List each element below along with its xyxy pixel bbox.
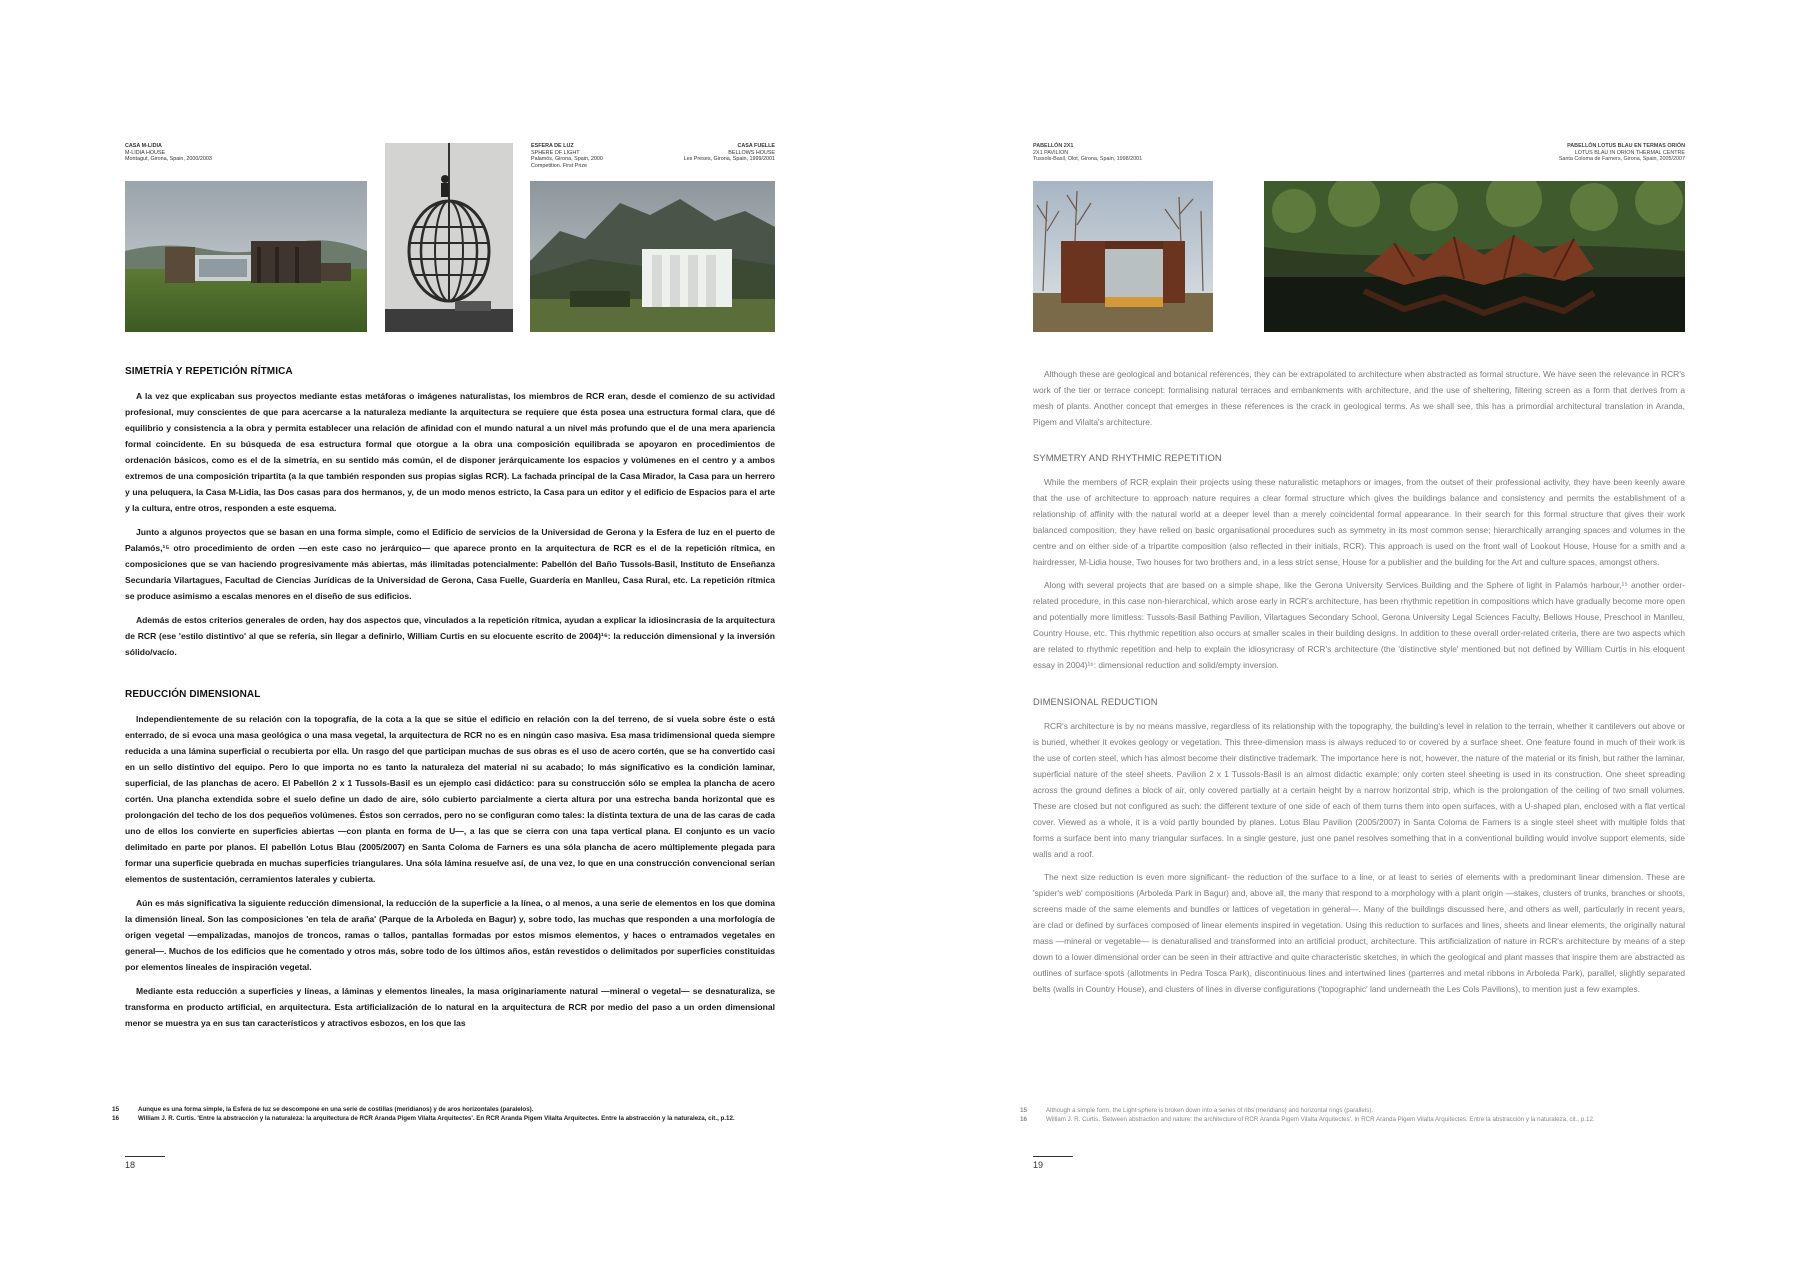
left-page (112, 0, 775, 1275)
photo-pabellon-2x1 (1033, 181, 1213, 332)
caption-subtitle: LOTUS BLAU IN ORION THERMAL CENTRE (1574, 149, 1685, 156)
page-number: 18 (125, 1160, 136, 1170)
caption-place: Santa Coloma de Farners, Girona, Spain, 2005/2007 (1558, 156, 1685, 163)
caption-title: ESFERA DE LUZ (531, 143, 574, 149)
page-number: 19 (1033, 1160, 1044, 1170)
photo-casa-fuelle (530, 181, 775, 332)
footnote-15 (112, 1106, 775, 1115)
footnote-text: Aunque es una forma simple, la Esfera de luz se descompone en una serie de costillas (meridianos) y de aros horizontales (paralelos). (138, 1106, 534, 1113)
left-body-text (125, 365, 775, 1031)
caption-subtitle: SPHERE OF LIGHT (531, 149, 580, 156)
paragraph: Although these are geological and botanical references, they can be extrapolated to architecture when abstracted as formal structure. We have seen the relevance in RCR's work of the tier or terrace concept: formalising natural terraces and embankments with architecture, and the use of sheltering, filtering screen as a form that derives from a mesh of plants. Another concept that emerges in these references is the crack in geological terms. As we shall see, this has a primordial architectural translation in Aranda, Pigem and Vilalta's architecture. (1033, 369, 1685, 427)
caption-place: Tussols-Basil, Olot, Girona, Spain, 1998/2001 (1033, 156, 1143, 163)
section-heading-simetria: SIMETRÍA Y REPETICIÓN RÍTMICA (125, 366, 293, 377)
paragraph: Mediante esta reducción a superficies y líneas, a láminas y elementos lineales, la masa originariamente natural —mineral o vegetal— se desnaturaliza, se transforma en producto artificial, en arquitectura. Esta artificialización de lo natural en la arquitectura de RCR por medio del paso a un orden dimensional menor se muestra ya en sus tan característicos y atractivos esbozos, en los que las (125, 986, 775, 1028)
footnote-text: William J. R. Curtis. 'Between abstraction and nature: the architecture of RCR Aranda Pigem Vilalta Arquitectes'. In RCR Aranda Pigem Vilalta Arquitectes. Entre la abstracción y la naturaleza, cit., p.12. (1046, 1115, 1595, 1123)
section-heading-symmetry: SYMMETRY AND RHYTHMIC REPETITION (1033, 452, 1222, 463)
caption-subtitle: 2X1 PAVILION (1033, 149, 1069, 156)
photo-esfera-de-luz (385, 143, 513, 332)
paragraph: Aún es más significativa la siguiente reducción dimensional, la reducción de la superficie a la línea, o al menos, a una serie de elementos en los que domina la dimensión lineal. Son las composiciones 'en tela de araña' (Parque de la Arboleda en Bagur) y, sobre todo, las muchas que responden a una morfología de origen vegetal —empalizadas, manojos de troncos, ramas o tallos, pantallas formadas por estos mismos elementos, y haces o entramados vegetales en general—. Muchos de los edificios que he comentado y otros más, sobre todo de los últimos años, están revestidos o delimitados por superficies constituidas por elementos lineales de inspiración vegetal. (125, 898, 775, 972)
caption-pabellon-2x1 (1033, 143, 1142, 163)
paragraph: Junto a algunos proyectos que se basan en una forma simple, como el Edificio de servicios de la Universidad de Gerona y la Esfera de luz en el puerto de Palamós,¹⁵ otro procedimiento de orden —en este caso no jerárquico— que aparece pronto en la arquitectura de RCR es el de la repetición rítmica, en composiciones que se van haciendo progresivamente más abiertas, más ilimitadas potencialmente: Pabellón del Baño Tussols-Basil, Instituto de Enseñanza Secundaria Vilartagues, Facultad de Ciencias Jurídicas de la Universidad de Gerona, Casa Fuelle, Guardería en Manlleu, Casa Rural, etc. La repetición rítmica se produce asimismo a escalas menores en el diseño de sus edificios. (125, 527, 775, 601)
photo-casa-m-lidia (125, 181, 367, 332)
footnote-16 (1020, 1115, 1685, 1125)
paragraph: Además de estos criterios generales de orden, hay dos aspectos que, vinculados a la repetición rítmica, ayudan a explicar la idiosincrasia de la arquitectura de RCR (ese 'estilo distintivo' al que se refería, sin llegar a definirlo, William Curtis en su elocuente escrito de 2004)¹⁶: la reducción dimensional y la inversión sólido/vacío. (125, 615, 775, 657)
caption-title: PABELLÓN 2X1 (1033, 143, 1074, 149)
paragraph: RCR's architecture is by no means massive, regardless of its relationship with the topography, the building's level in relation to the terrain, whether it cantilevers out above or is buried, whether it evokes geology or vegetation. This three-dimension mass is always reduced to or covered by a surface sheet. One feature found in much of their work is the use of corten steel, which has almost become their distinctive trademark. The importance here is not, however, the nature of the material or its finish, but rather the laminar, superficial nature of the steel sheets. Pavilion 2 x 1 Tussols-Basil is an almost didactic example: only corten steel sheeting is used in its construction. One sheet spreading across the ground defines a block of air, only covered partially at a certain height by a narrow horizontal strip, which is the prolongation of the ceiling of two small volumes. These are closed but not configured as such: the different texture of one side of each of them turns them into open surfaces, with a U-shaped plan, enclosed with a flat vertical cover. Viewed as a whole, it is a void partly bounded by planes. Lotus Blau Pavilion (2005/2007) in Santa Coloma de Farners is a single steel sheet with multiple folds that forms a surface bent into many triangular surfaces. In a single gesture, just one panel resolves something that in a conventional building would involve support elements, side walls and a roof. (1033, 721, 1685, 859)
footnote-text: William J. R. Curtis. 'Entre la abstracción y la naturaleza: la arquitectura de RCR Aranda Pigem Vilalta Arquitectes'. En RCR Aranda Pigem Vilalta Arquitectes. Entre la abstracción y la naturaleza, cit., p.12. (138, 1114, 735, 1122)
caption-extra: Competition. First Prize (531, 162, 588, 169)
footnote-number: 15 (1020, 1107, 1028, 1114)
caption-place: Palamós, Girona, Spain, 2000 (531, 156, 603, 163)
paragraph: Along with several projects that are based on a simple shape, like the Gerona University Services Building and the Sphere of light in Palamós harbour,¹⁵ another order-related procedure, in this case non-hierarchical, which arose early in RCR's architecture, has been rhythmic repetition in compositions which have gradually become more open and potentially more limitless: Tussols-Basil Bathing Pavilion, Vilartagues Secondary School, Gerona University Legal Sciences Faculty, Bellows House, Preschool in Manlleu, Country House, etc. This rhythmic repetition also occurs at smaller scales in their building designs. In addition to these overall order-related criteria, there are two aspects which are related to rhythmic repetition and help to explain the idiosyncrasy of RCR's architecture (the 'distinctive style' mentioned but not defined by William Curtis in his eloquent essay in 2004)¹⁶: dimensional reduction and solid/empty inversion. (1033, 580, 1685, 670)
caption-lotus-blau (1559, 143, 1685, 163)
section-heading-reduccion: REDUCCIÓN DIMENSIONAL (125, 689, 261, 700)
caption-esfera-de-luz (531, 143, 603, 169)
footnotes (112, 1106, 775, 1123)
paragraph: A la vez que explicaban sus proyectos mediante estas metáforas o imágenes naturalistas, los miembros de RCR eran, desde el comienzo de su actividad profesional, muy conscientes de que para acercarse a la naturaleza mediante la arquitectura se requiere que ésta posea una estructura formal clara, que dé equilibrio y consistencia a la obra y permita establecer una relación de afinidad con el mundo natural a un nivel más profundo que el de una mera apariencia formal coincidente. En su búsqueda de esa estructura formal que otorgue a la obra una composición equilibrada se apoyaron en procedimientos de ordenación básicos, como es el de la simetría, en su sentido más común, el de disponer jerárquicamente los espacios y volúmenes en el centro y a ambos extremos de una composición tripartita (a la que también responden sus propias siglas RCR). La fachada principal de la Casa Mirador, la Casa para un herrero y una peluquera, la Casa M-Lidia, las Dos casas para dos hermanos, y, de un modo menos estricto, la Casa para un editor y el edificio de Espacios para el arte y la cultura, entre otros, responden a este esquema. (125, 391, 775, 513)
caption-place: Montagut, Girona, Spain, 2000/2003 (125, 156, 212, 163)
caption-title: PABELLÓN LOTUS BLAU EN TERMAS ORIÓN (1567, 143, 1685, 149)
photo-lotus-blau (1264, 181, 1685, 332)
right-body-text (1033, 366, 1685, 997)
footnote-number: 16 (112, 1114, 120, 1122)
caption-casa-fuelle (684, 143, 775, 163)
section-heading-dimensional: DIMENSIONAL REDUCTION (1033, 696, 1158, 707)
page-number-rule (125, 1156, 165, 1157)
footnotes (1020, 1107, 1685, 1124)
footnote-16 (112, 1114, 775, 1124)
paragraph: Independientemente de su relación con la topografía, de la cota a la que se sitúe el edificio en relación con la del terreno, de si vuela sobre éste o está enterrado, de si evoca una masa geológica o una masa vegetal, la arquitectura de RCR no es en ningún caso masiva. Esa masa tridimensional queda siempre reducida a una lámina superficial o recubierta por ella. Un rasgo del que participan muchas de sus obras es el uso de acero cortén, que se ha convertido casi en un sello distintivo del equipo. Pero lo que importa no es tanto la naturaleza del material ni su acabado; lo más significativo es la condición laminar, superficial, de las planchas de acero. El Pabellón 2 x 1 Tussols-Basil es un ejemplo casi didáctico: para su construcción sólo se emplea la plancha de acero cortén. Una plancha extendida sobre el suelo define un dado de aire, sólo cubierto parcialmente a cierta altura por una estrecha banda horizontal que es prolongación del techo de los dos pequeños volúmenes. Éstos son cerrados, pero no se configuran como tales: la distinta textura de una de las caras de cada uno de ellos los convierte en superficies abiertas —con planta en forma de U—, a las que se cierra con una tapa vertical plana. El conjunto es un vacío delimitado en parte por planos. El pabellón Lotus Blau (2005/2007) en Santa Coloma de Farners es una sóla plancha de acero múltiplemente plegada para formar una superficie quebrada en muchas superficies triangulares. Una sóla lámina resuelve así, de una vez, lo que en una construcción convencional serían elementos de sustentación, cerramientos laterales y cubierta. (125, 714, 775, 884)
caption-place: Les Preses, Girona, Spain, 1999/2001 (683, 156, 775, 163)
caption-casa-m-lidia (125, 143, 212, 163)
footnote-number: 15 (112, 1106, 120, 1113)
paragraph: While the members of RCR explain their projects using these naturalistic metaphors or images, from the outset of their professional activity, they have been keenly aware that the use of architecture to approach nature requires a clear formal structure which gives the buildings balance and consistency and permits the establishment of a relationship of affinity with the natural world at a deeper level than a merely coincidental formal appearance. In their search for this formal structure that gives their work balanced composition, they have relied on basic organisational procedures such as symmetry in its most common sense; hierarchically arranging spaces and volumes in the centre and on either side of a tripartite composition (also reflected in their initials, RCR). This approach is used on the front wall of Lookout House, House for a smith and a hairdresser, M-Lidia house, Two houses for two brothers and, in a less strict sense, House for a publisher and the building for the Art and culture spaces, amongst others. (1033, 477, 1685, 567)
page-number-rule (1033, 1156, 1073, 1157)
caption-title: CASA FUELLE (737, 143, 775, 149)
caption-title: CASA M-LIDIA (125, 143, 162, 149)
footnote-15 (1020, 1107, 1685, 1116)
right-page (1020, 0, 1685, 1275)
footnote-text: Although a simple form, the Light sphere is broken down into a series of ribs (meridians) and horizontal rings (parallels). (1046, 1107, 1374, 1114)
paragraph: The next size reduction is even more significant- the reduction of the surface to a line, or at least to series of elements with a predominant linear dimension. These are 'spider's web' compositions (Arboleda Park in Bagur) and, above all, the many that respond to a morphology with a plant origin —stakes, clusters of trunks, branches or shoots, screens made of the same elements and bundles or lattices of vegetation in general—. Many of the buildings discussed here, and others as well, particularly in recent years, are clad or defined by surfaces composed of linear elements inspired in vegetation. Using this reduction to surfaces and lines, sheets and linear elements, the originally natural mass —mineral or vegetable— is denaturalised and transformed into an artificial product, architecture. This artificialization of nature in RCR's architecture by means of a step down to a lower dimensional order can be seen in their attractive and quite characteristic sketches, in which the geological and plant masses that inspire them are abstracted as outlines of surface spots (allotments in Pedra Tosca Park), discontinuous lines and intertwined lines (parterres and metal ribbons in Arboleda Park), parallel, slightly separated belts (walls in Country House), and clusters of lines in diverse configurations ('topographic' land underneath the Les Cols Pavilions), to mention just a few examples. (1033, 872, 1685, 994)
caption-subtitle: BELLOWS HOUSE (728, 149, 775, 156)
caption-subtitle: M-LIDIA HOUSE (125, 149, 166, 156)
footnote-number: 16 (1020, 1115, 1028, 1123)
